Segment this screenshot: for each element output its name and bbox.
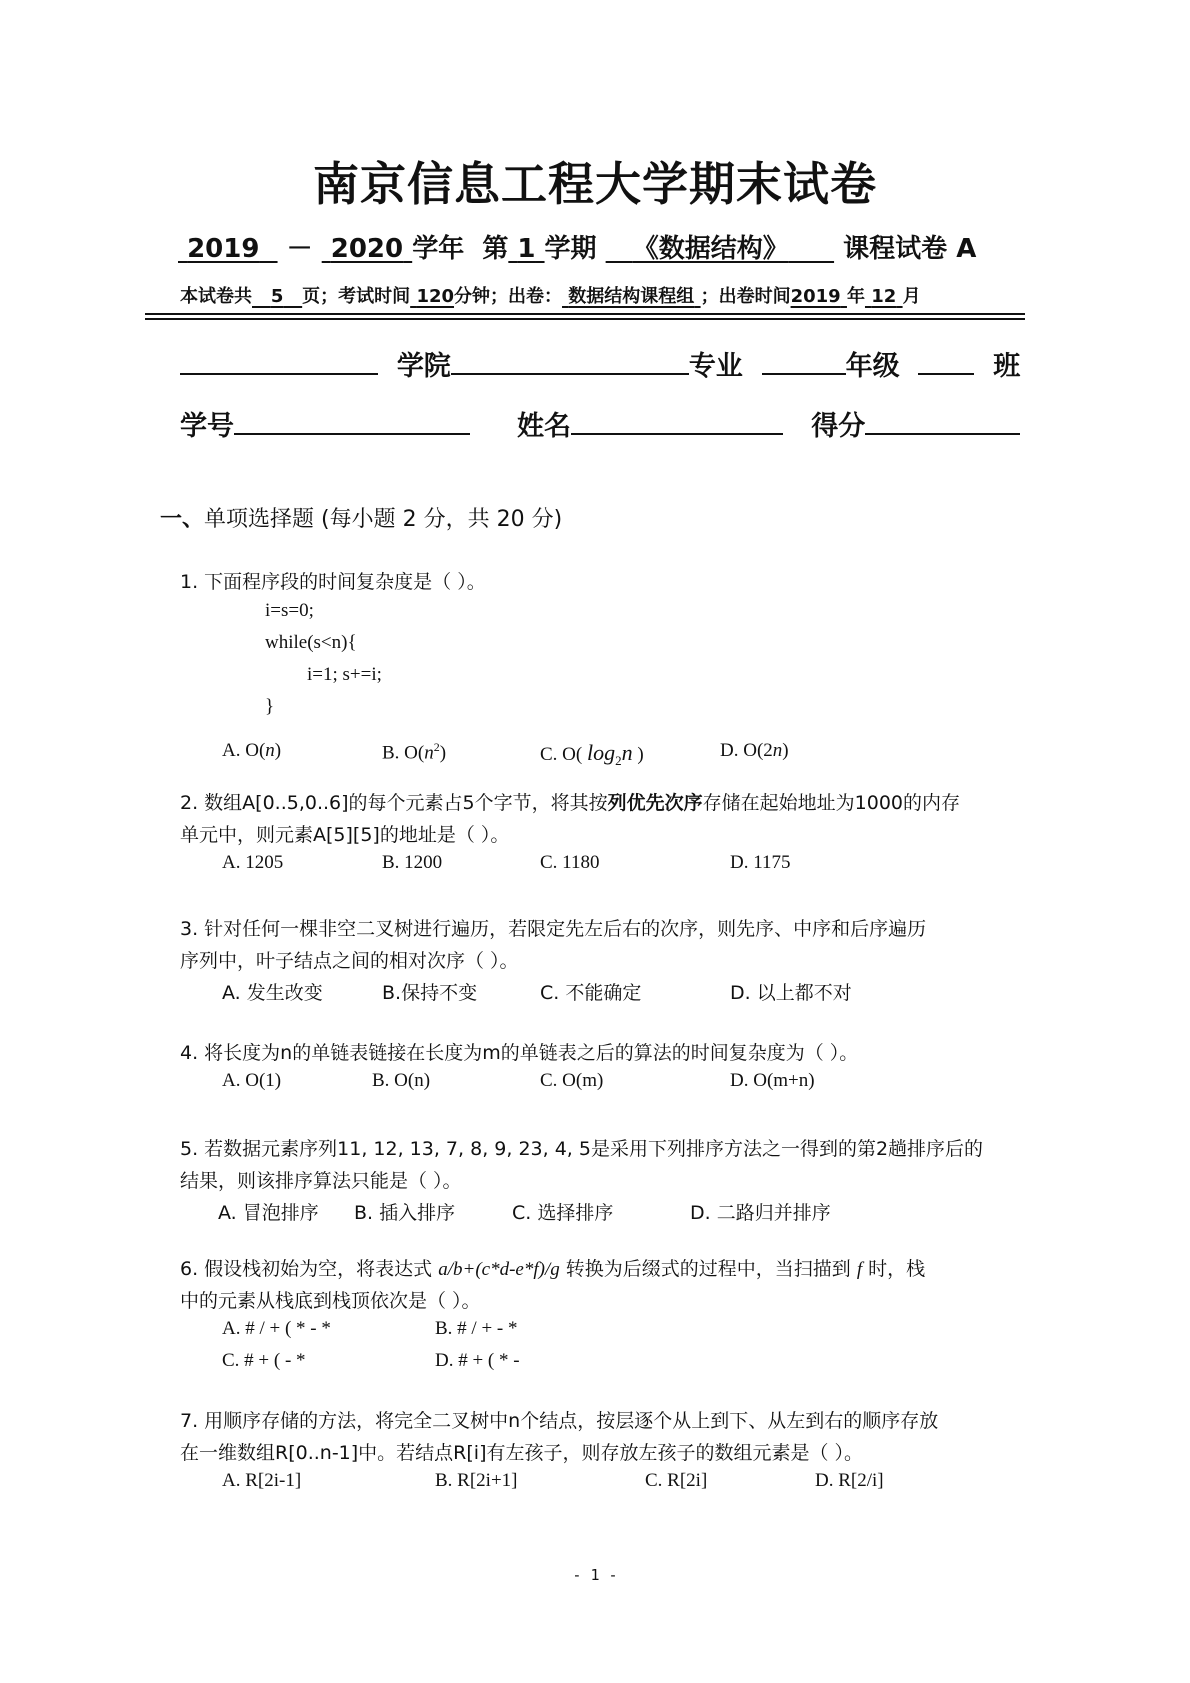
name-blank[interactable] xyxy=(571,406,783,435)
q4-option-d: D. O(m+n) xyxy=(730,1070,815,1091)
q6-option-a: A. # / + ( * - * xyxy=(222,1318,331,1339)
q5-option-a: A. 冒泡排序 xyxy=(218,1202,319,1224)
question-3-stem-line-2: 序列中，叶子结点之间的相对次序（ ）。 xyxy=(180,950,519,972)
year-suffix: 年 xyxy=(846,286,865,307)
question-2-stem-line-1 xyxy=(180,788,960,815)
q2-emphasis: 列优先次序 xyxy=(607,792,703,814)
college-label: 学院 xyxy=(396,351,451,382)
q7-option-c: C. R[2i] xyxy=(645,1470,708,1491)
duration: 120 xyxy=(416,286,455,307)
q6-option-b: B. # / + - * xyxy=(435,1318,518,1339)
exam-month: 12 xyxy=(871,286,897,307)
q6-text-c: 时，栈 xyxy=(862,1258,926,1280)
student-id-label: 学号 xyxy=(180,411,234,442)
term-label: 学期 xyxy=(544,234,597,264)
q7-option-d: D. R[2/i] xyxy=(815,1470,884,1491)
score-label: 得分 xyxy=(811,411,866,442)
question-7-stem-line-1: 7. 用顺序存储的方法，将完全二叉树中n个结点，按层逐个从上到下、从左到右的顺序存放 xyxy=(180,1410,939,1432)
section-title: 单项选择题 xyxy=(204,507,315,532)
exam-year: 2019 xyxy=(790,286,841,307)
course-line xyxy=(178,228,976,265)
q6-text-b: 转换为后缀式的过程中，当扫描到 xyxy=(559,1258,857,1280)
college-blank[interactable] xyxy=(180,346,378,375)
q3-option-c: C. 不能确定 xyxy=(540,982,642,1004)
q4-option-b: B. O(n) xyxy=(372,1070,431,1091)
name-label: 姓名 xyxy=(517,411,571,442)
q1-option-b: B. $O(n^2)$ xyxy=(382,740,447,764)
question-5-stem-line-2: 结果，则该排序算法只能是（ ）。 xyxy=(180,1170,462,1192)
q1-option-d: D. O(2n) xyxy=(720,740,789,761)
q3-option-a: A. 发生改变 xyxy=(222,982,323,1004)
question-1-stem: 1. 下面程序段的时间复杂度是（ ）。 xyxy=(180,571,486,593)
major-label: 专业 xyxy=(688,351,743,382)
student-info-row-1 xyxy=(180,344,1020,383)
q6-option-d: D. # + ( * - xyxy=(435,1350,520,1371)
date-prefix: ；出卷时间 xyxy=(700,286,791,307)
year-end: 2020 xyxy=(330,234,404,264)
question-6-stem-line-2: 中的元素从栈底到栈顶依次是（ ）。 xyxy=(180,1290,481,1312)
q5-option-c: C. 选择排序 xyxy=(512,1202,614,1224)
q2-option-a: A. 1205 xyxy=(222,852,284,873)
question-5-stem-line-1: 5. 若数据元素序列11, 12, 13, 7, 8, 9, 23, 4, 5是采用下列排序方法之一得到的第2趟排序后的 xyxy=(180,1138,984,1160)
code-line-3: i=1; s+=i; xyxy=(307,664,382,685)
question-7-stem-line-2: 在一维数组R[0..n-1]中。若结点R[i]有左孩子，则存放左孩子的数组元素是（ ）。 xyxy=(180,1442,864,1464)
page-number: - 1 - xyxy=(572,1566,618,1584)
page-count: 5 xyxy=(270,286,284,307)
question-6-stem-line-1 xyxy=(180,1254,925,1281)
term-prefix: 第 xyxy=(482,234,509,264)
q1-option-c: C. O( $\log_2n$ ) xyxy=(540,740,644,768)
major-blank[interactable] xyxy=(451,346,689,375)
header-divider xyxy=(145,313,1025,315)
year-start: 2019 xyxy=(187,234,260,264)
q6-scan-symbol: f xyxy=(856,1259,863,1280)
grade-blank[interactable] xyxy=(762,346,846,375)
q3-option-d: D. 以上都不对 xyxy=(730,982,852,1004)
q2-option-b: B. 1200 xyxy=(382,852,443,873)
q2-text-a: 2. 数组A[0..5,0..6]的每个元素占5个字节，将其按 xyxy=(180,792,608,814)
header-divider-secondary xyxy=(145,318,1025,320)
q7-option-b: B. R[2i+1] xyxy=(435,1470,518,1491)
code-line-1: i=s=0; xyxy=(265,600,314,621)
q4-option-a: A. O(1) xyxy=(222,1070,282,1091)
question-4-stem: 4. 将长度为n的单链表链接在长度为m的单链表之后的算法的时间复杂度为（ ）。 xyxy=(180,1042,859,1064)
section-heading xyxy=(160,502,562,533)
q6-text-a: 6. 假设栈初始为空，将表达式 xyxy=(180,1258,439,1280)
exam-title: 南京信息工程大学期末试卷 xyxy=(313,157,877,211)
dash: － xyxy=(286,234,313,264)
q2-option-c: C. 1180 xyxy=(540,852,600,873)
section-number: 一、 xyxy=(160,507,205,532)
paper-label: 课程试卷 xyxy=(843,234,948,264)
q1-option-a: A. O(n) xyxy=(222,740,282,761)
question-2-stem-line-2: 单元中，则元素A[5][5]的地址是（ ）。 xyxy=(180,824,510,846)
paper-version: A xyxy=(956,234,977,264)
year-label: 学年 xyxy=(412,234,465,264)
class-blank[interactable] xyxy=(918,346,974,375)
q5-option-d: D. 二路归并排序 xyxy=(690,1202,831,1224)
author-prefix: 分钟；出卷： xyxy=(454,286,563,307)
class-label: 班 xyxy=(993,351,1021,382)
q2-option-d: D. 1175 xyxy=(730,852,791,873)
course-name: 《数据结构》 xyxy=(632,234,789,264)
student-info-row-2 xyxy=(180,404,1020,443)
q4-option-c: C. O(m) xyxy=(540,1070,604,1091)
month-suffix: 月 xyxy=(902,286,921,307)
q5-option-b: B. 插入排序 xyxy=(354,1202,456,1224)
pages-prefix: 本试卷共 xyxy=(180,286,252,307)
score-blank[interactable] xyxy=(865,406,1020,435)
q3-option-b: B.保持不变 xyxy=(382,982,478,1004)
q2-text-b: 存储在起始地址为1000的内存 xyxy=(702,792,961,814)
code-line-2: while(s<n){ xyxy=(265,632,357,653)
exam-meta-line xyxy=(180,282,921,308)
duration-prefix: 页；考试时间 xyxy=(302,286,411,307)
author: 数据结构课程组 xyxy=(568,286,695,307)
q6-option-c: C. # + ( - * xyxy=(222,1350,306,1371)
grade-label: 年级 xyxy=(845,351,900,382)
q6-expression: a/b+(c*d-e*f)/g xyxy=(438,1259,560,1280)
code-line-4: } xyxy=(265,696,275,717)
student-id-blank[interactable] xyxy=(234,406,470,435)
term-number: 1 xyxy=(517,234,536,264)
q7-option-a: A. R[2i-1] xyxy=(222,1470,302,1491)
question-3-stem-line-1: 3. 针对任何一棵非空二叉树进行遍历，若限定先左后右的次序，则先序、中序和后序遍历 xyxy=(180,918,927,940)
section-note: (每小题 2 分，共 20 分) xyxy=(321,507,563,532)
